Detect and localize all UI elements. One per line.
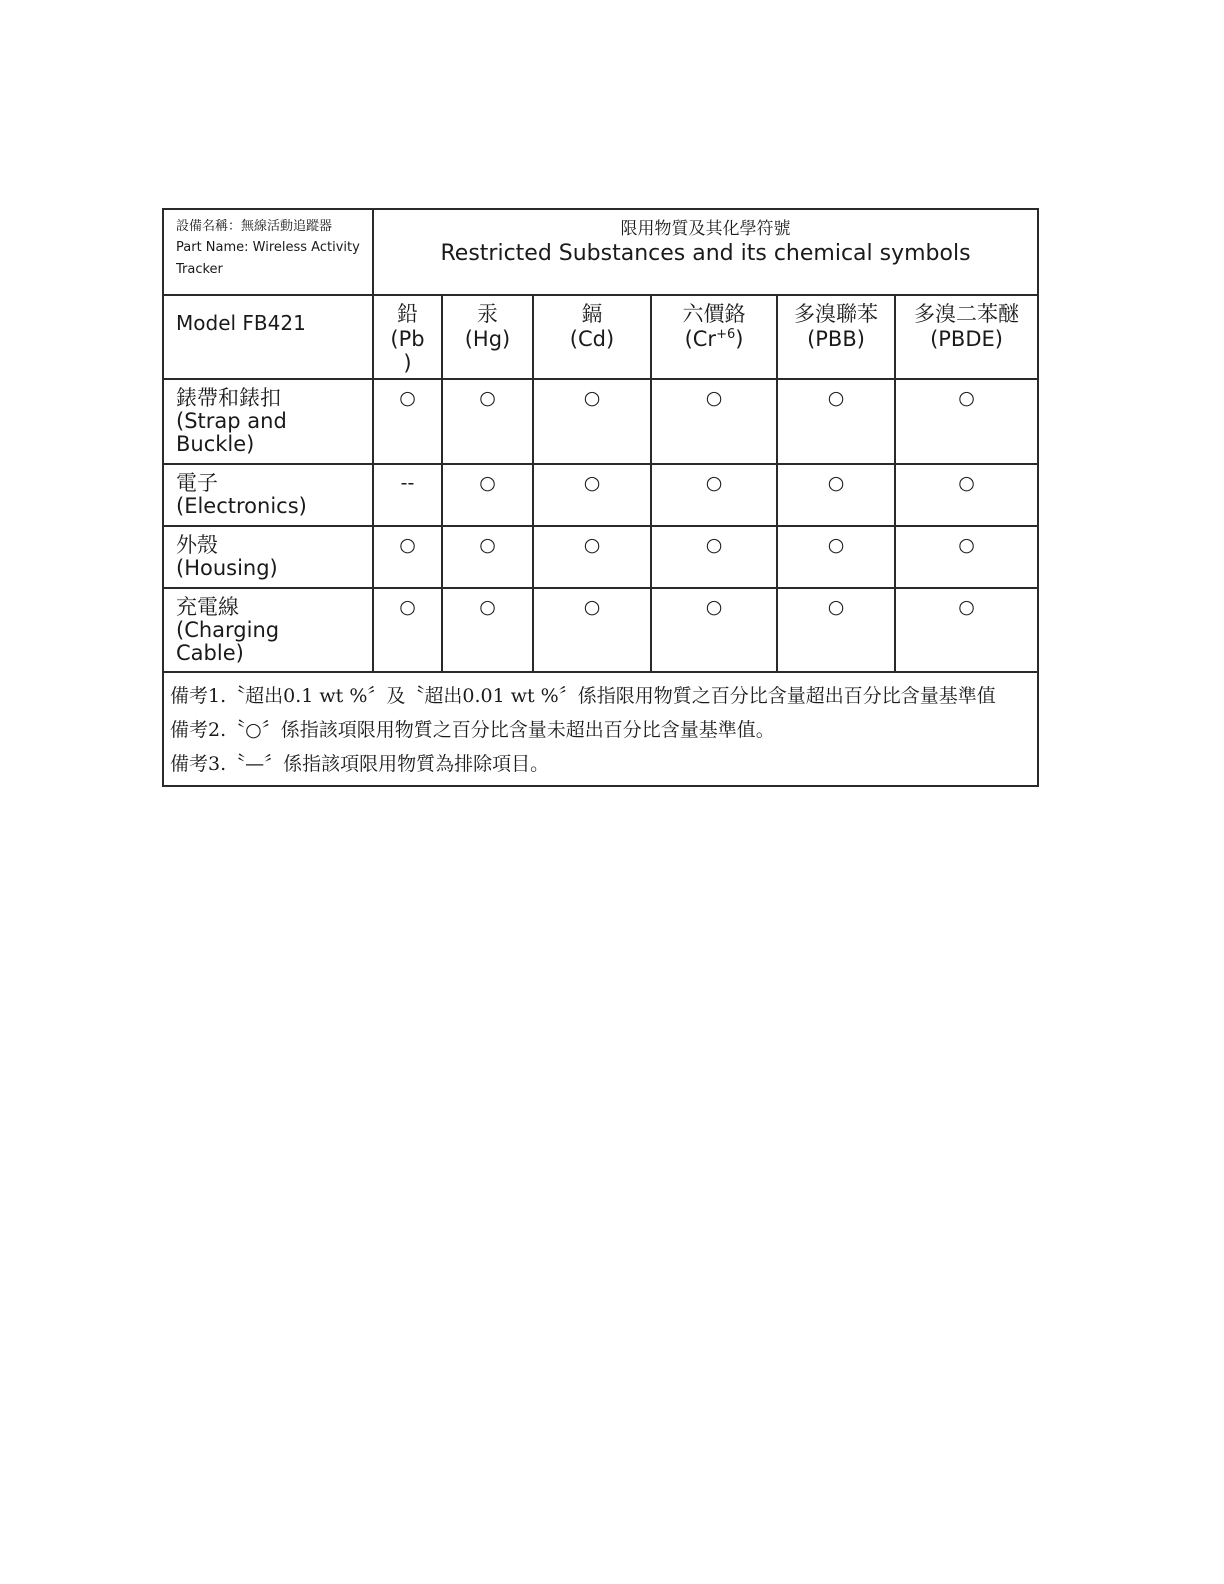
mark-cell: ○: [777, 526, 895, 588]
device-name-zh: 設備名稱：無線活動追蹤器: [176, 219, 333, 234]
substance-zh: 六價鉻: [682, 302, 746, 326]
substance-symbol: (PBB): [807, 327, 865, 351]
part-cell-charging-cable: [163, 588, 373, 672]
mark-cell: ○: [777, 588, 895, 672]
table-title-zh: 限用物質及其化學符號: [620, 219, 791, 239]
mark-cell: ○: [442, 464, 533, 526]
mark-cell: ○: [651, 588, 777, 672]
part-en: (Housing): [176, 556, 278, 580]
mark-cell: ○: [373, 379, 442, 464]
mark-cell: ○: [442, 588, 533, 672]
mark-cell: ○: [442, 379, 533, 464]
notes-row: [163, 672, 1038, 786]
mark-cell: --: [373, 464, 442, 526]
symbol-suffix: ): [735, 327, 744, 351]
substance-zh: 多溴聯苯: [794, 302, 878, 326]
part-en: Cable): [176, 641, 244, 665]
part-en: (Electronics): [176, 494, 307, 518]
rohs-declaration: [162, 208, 1037, 787]
note-3: 備考3.〝—〞係指該項限用物質為排除項目。: [170, 753, 550, 775]
mark-cell: ○: [895, 526, 1038, 588]
table-title-en: Restricted Substances and its chemical symbols: [440, 241, 971, 266]
part-zh: 外殼: [176, 533, 218, 557]
mark-cell: ○: [777, 464, 895, 526]
mark-cell: ○: [895, 588, 1038, 672]
mark-cell: ○: [533, 379, 651, 464]
table-row: [163, 588, 1038, 672]
substance-symbol: (Hg): [464, 327, 511, 351]
mark-cell: ○: [651, 526, 777, 588]
part-zh: 錶帶和錶扣: [176, 386, 281, 410]
substance-header-pbb: [777, 295, 895, 379]
note-1: 備考1.〝超出0.1 wt %〞及〝超出0.01 wt %〞係指限用物質之百分比含量超出百分比含量基準值: [170, 685, 996, 707]
part-en: Buckle): [176, 432, 255, 456]
substance-zh: 汞: [477, 302, 498, 326]
mark-cell: ○: [895, 464, 1038, 526]
part-cell-housing: [163, 526, 373, 588]
substance-symbol: (PBDE): [930, 327, 1003, 351]
mark-cell: ○: [533, 526, 651, 588]
part-name-line1: Part Name: Wireless Activity: [176, 240, 360, 255]
part-cell-strap: [163, 379, 373, 464]
substance-symbol: (Cd): [569, 327, 615, 351]
mark-cell: ○: [533, 464, 651, 526]
part-en: (Charging: [176, 618, 280, 642]
substance-symbol: (Pb: [390, 327, 425, 351]
substance-header-pbde: [895, 295, 1038, 379]
table-row: [163, 526, 1038, 588]
model-cell: Model FB421: [163, 295, 373, 379]
substance-header-hg: [442, 295, 533, 379]
mark-cell: ○: [651, 464, 777, 526]
mark-cell: ○: [533, 588, 651, 672]
part-cell-electronics: [163, 464, 373, 526]
symbol-superscript: +6: [716, 327, 736, 342]
table-title-cell: [373, 209, 1038, 295]
mark-cell: ○: [442, 526, 533, 588]
table-row: [163, 464, 1038, 526]
substance-zh: 多溴二苯醚: [914, 302, 1020, 326]
mark-cell: ○: [373, 526, 442, 588]
part-zh: 電子: [176, 471, 218, 495]
part-name-line2: Tracker: [176, 262, 223, 277]
notes-cell: [163, 672, 1038, 786]
substance-symbol-tail: ): [403, 351, 412, 375]
substance-zh: 鎘: [581, 302, 603, 326]
substance-zh: 鉛: [397, 302, 418, 326]
substance-header-row: [163, 295, 1038, 379]
part-en: (Strap and: [176, 409, 287, 433]
mark-cell: ○: [895, 379, 1038, 464]
note-2: 備考2.〝○〞係指該項限用物質之百分比含量未超出百分比含量基準值。: [170, 719, 775, 741]
part-name-cell: [163, 209, 373, 295]
substance-symbol: [652, 327, 776, 351]
mark-cell: ○: [651, 379, 777, 464]
substance-header-cr6: [651, 295, 777, 379]
substance-header-pb: [373, 295, 442, 379]
table-header-row: [163, 209, 1038, 295]
mark-cell: ○: [373, 588, 442, 672]
restricted-substances-table: [162, 208, 1039, 787]
table-row: [163, 379, 1038, 464]
symbol-prefix: (Cr: [684, 327, 717, 351]
part-zh: 充電線: [176, 595, 239, 619]
substance-header-cd: [533, 295, 651, 379]
mark-cell: ○: [777, 379, 895, 464]
